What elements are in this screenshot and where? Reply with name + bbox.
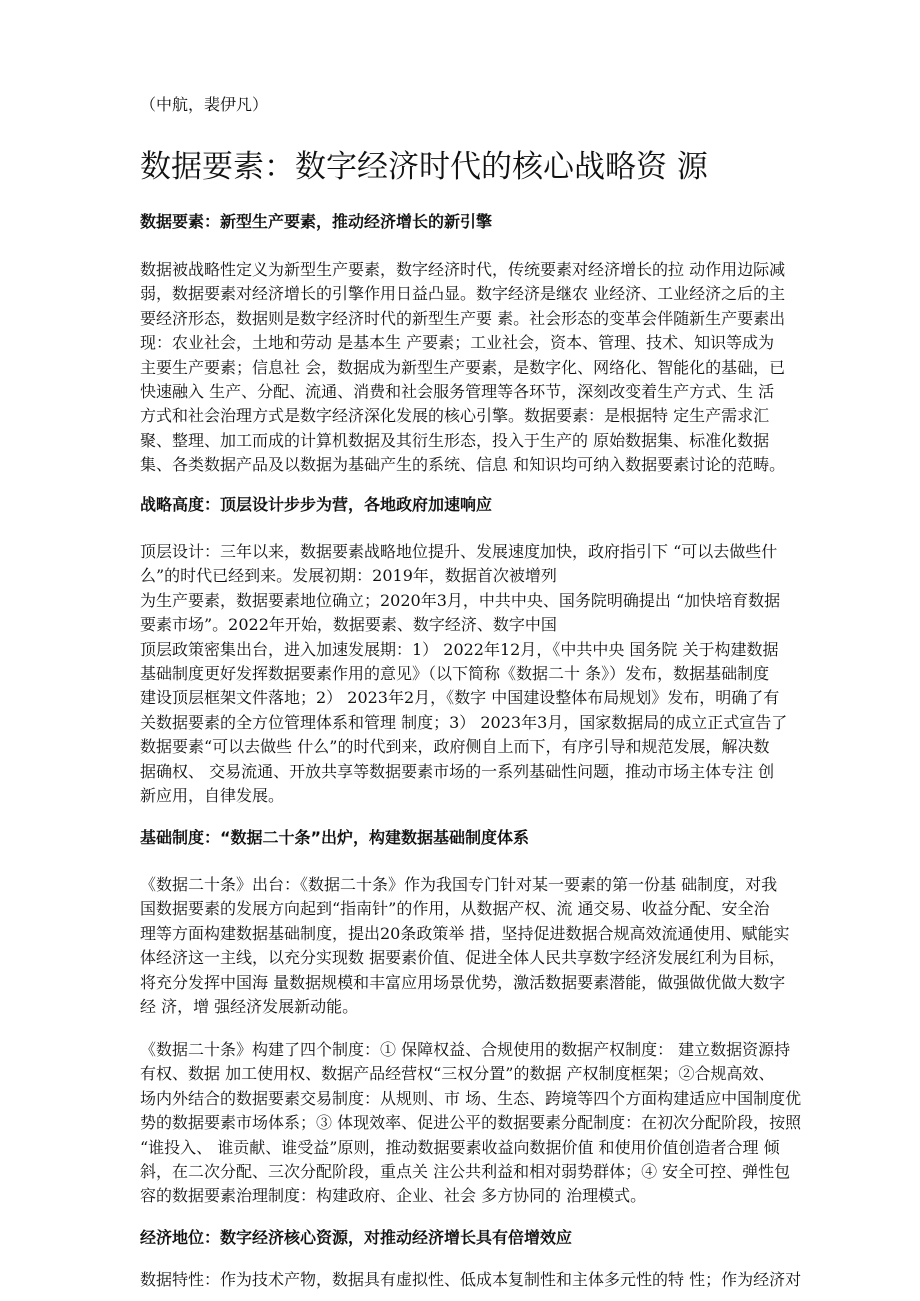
- text-line: 方式和社会治理方式是数字经济深化发展的核心引擎。数据要素：是根据特 定生产需求汇: [140, 406, 770, 426]
- paragraph: [140, 1038, 895, 1209]
- text-line: 体经济这一主线，以充分实现数 据要素价值、促进全体人民共享数字经济发展红利为目标，: [140, 948, 786, 968]
- text-line: 经 济，增 强经济发展新动能。: [140, 997, 359, 1017]
- text-line: 为生产要素，数据要素地位确立；2020年3月，中共中央、国务院明确提出 “加快培育数据: [140, 590, 781, 610]
- text-line: 据确权、 交易流通、开放共享等数据要素市场的一系列基础性问题，推动市场主体专注 创: [140, 761, 775, 781]
- page-title: 数据要素：数字经济时代的核心战略资 源: [140, 149, 708, 185]
- text-line: 容的数据要素治理制度：构建政府、企业、社会 多方协同的 治理模式。: [140, 1186, 647, 1206]
- text-line: “谁投入、 谁贡献、谁受益”原则，推动数据要素收益向数据价值 和使用价值创造者合理 倾: [140, 1137, 780, 1157]
- paragraph: [140, 540, 895, 808]
- text-line: 要素市场”。2022年开始，数据要素、数字经济、数字中国: [140, 615, 557, 635]
- section-heading-data-elements: 数据要素：新型生产要素，推动经济增长的新引擎: [140, 212, 493, 231]
- text-line: 《数据二十条》出台：《数据二十条》作为我国专门针对某一要素的第一份基 础制度，对我: [140, 875, 778, 894]
- text-line: 场内外结合的数据要素交易制度：从规则、市 场、生态、跨境等四个方面构建适应中国制度优: [140, 1088, 802, 1108]
- text-line: 新应用，自律发展。: [140, 786, 285, 806]
- text-line: 聚、整理、加工而成的计算机数据及其衍生形态，投入于生产的 原始数据集、标准化数据: [140, 430, 770, 450]
- text-line: 有权、数据 加工使用权、数据产品经营权“三权分置”的数据 产权制度框架；②合规高效、: [140, 1064, 775, 1084]
- text-line: 斜，在二次分配、三次分配阶段，重点关 注公共利益和相对弱势群体；④ 安全可控、弹性包: [140, 1162, 791, 1182]
- text-line: 《数据二十条》构建了四个制度：① 保障权益、合规使用的数据产权制度： 建立数据资源持: [140, 1040, 791, 1059]
- text-line: 现：农业社会，土地和劳动 是基本生 产要素；工业社会，资本、管理、技术、知识等成为: [140, 333, 775, 353]
- text-line: 要经济形态，数据则是数字经济时代的新型生产要 素。社会形态的变革会伴随新生产要素出: [140, 308, 786, 328]
- section-heading-strategy: 战略高度：顶层设计步步为营，各地政府加速响应: [140, 495, 493, 514]
- text-line: 理等方面构建数据基础制度，提出20条政策举 措，坚持促进数据合规高效流通使用、赋能实: [140, 923, 790, 943]
- text-line: 顶层设计：三年以来，数据要素战略地位提升、发展速度加快，政府指引下 “可以去做些什: [140, 542, 778, 561]
- section-heading-economic-status: 经济地位：数字经济核心资源，对推动经济增长具有倍增效应: [140, 1228, 573, 1247]
- byline: （中航，裴伊凡）: [140, 95, 269, 114]
- text-line: 关数据要素的全方位管理体系和管理 制度；3） 2023年3月，国家数据局的成立正式宣告了: [140, 712, 788, 732]
- text-line: 数据要素“可以去做些 什么”的时代到来，政府侧自上而下，有序引导和规范发展，解决数: [140, 737, 770, 757]
- text-line: 建设顶层框架文件落地；2） 2023年2月，《数字 中国建设整体布局规划》发布，明确了有: [140, 688, 780, 708]
- text-line: 基础制度更好发挥数据要素作用的意见》（以下简称《数据二十 条》）发布，数据基础制度: [140, 664, 770, 684]
- paragraph: [140, 873, 895, 1019]
- text-line: 将充分发挥中国海 量数据规模和丰富应用场景优势，激活数据要素潜能，做强做优做大数字: [140, 972, 786, 992]
- text-line: 弱，数据要素对经济增长的引擎作用日益凸显。数字经济是继农 业经济、工业经济之后的主: [140, 284, 786, 304]
- paragraph: [140, 258, 895, 478]
- text-line: 主要生产要素；信息社 会，数据成为新型生产要素，是数字化、网络化、智能化的基础，已: [140, 357, 786, 377]
- paragraph: [140, 1268, 895, 1292]
- text-line: 么”的时代已经到来。发展初期：2019年，数据首次被增列: [140, 566, 557, 586]
- text-line: 快速融入 生产、分配、流通、消费和社会服务管理等各环节，深刻改变着生产方式、生 活: [140, 382, 775, 402]
- text-line: 顶层政策密集出台，进入加速发展期：1） 2022年12月，《中共中央 国务院 关于构建数据: [140, 639, 779, 659]
- text-line: 数据被战略性定义为新型生产要素，数字经济时代，传统要素对经济增长的拉 动作用边际减: [140, 260, 786, 279]
- text-line: 数据特性：作为技术产物，数据具有虚拟性、低成本复制性和主体多元性的特 性；作为经济对: [140, 1270, 802, 1289]
- section-heading-basic-system: 基础制度：“数据二十条”出炉，构建数据基础制度体系: [140, 828, 530, 847]
- text-line: 国数据要素的发展方向起到“指南针”的作用，从数据产权、流 通交易、收益分配、安全治: [140, 899, 770, 919]
- text-line: 势的数据要素市场体系；③ 体现效率、促进公平的数据要素分配制度：在初次分配阶段，按照: [140, 1113, 802, 1133]
- text-line: 集、各类数据产品及以数据为基础产生的系统、信息 和知识均可纳入数据要素讨论的范畴。: [140, 455, 786, 475]
